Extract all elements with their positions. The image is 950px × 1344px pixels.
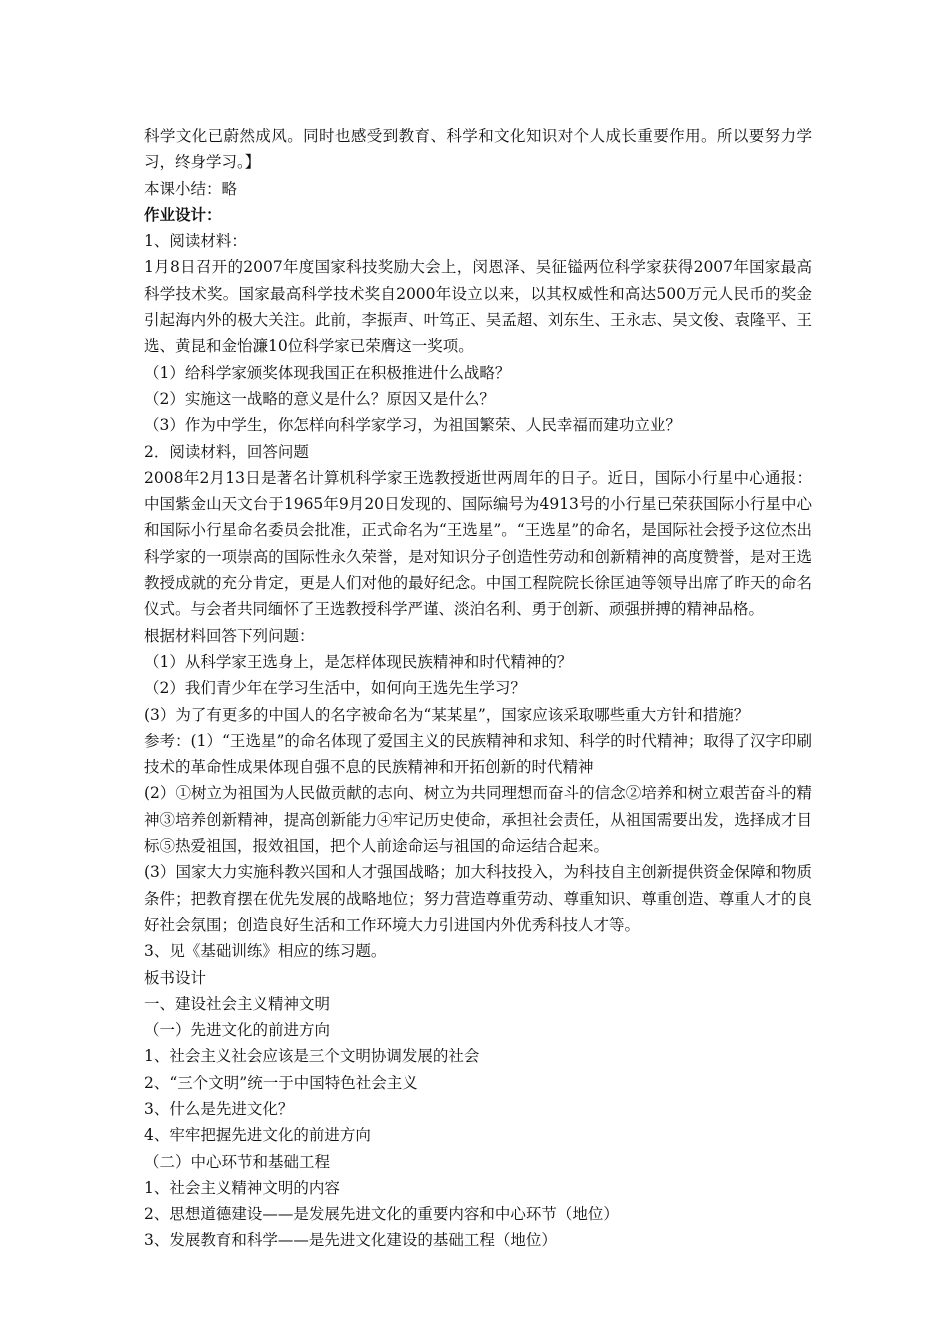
question-item: （3）作为中学生，你怎样向科学家学习，为祖国繁荣、人民幸福而建功立业？ [144,416,681,435]
outline-item: 3、什么是先进文化？ [144,1099,294,1118]
document-page [144,123,812,1254]
answer-paragraph: (2）①树立为祖国为人民做贡献的志向、树立为共同理想而奋斗的信念②培养和树立艰苦奋斗的精神③培养创新精神，提高创新能力④牢记历史使命，承担社会责任，从祖国需要出发，选择成才目标⑤热爱祖国，报效祖国，把个人前途命运与祖国的命运结合起来。 [144,784,812,856]
outline-item: 2、“三个文明”统一于中国特色社会主义 [144,1073,418,1092]
question-item: （2）我们青少年在学习生活中，如何向王选先生学习？ [144,679,526,698]
paragraph: 1月8日召开的2007年度国家科技奖励大会上，闵恩泽、吴征镒两位科学家获得2007年国家最高科学技术奖。国家最高科学技术奖自2000年设立以来，以其权威性和高达500万元人民币的奖金引起海内外的极大关注。此前，李振声、叶笃正、吴孟超、刘东生、王永志、吴文俊、袁隆平、王选、黄昆和金怡濂10位科学家已荣膺这一奖项。 [144,258,812,356]
paragraph: 科学文化已蔚然成风。同时也感受到教育、科学和文化知识对个人成长重要作用。所以要努力学习，终身学习。】 [144,127,812,172]
paragraph: 1、阅读材料： [144,232,247,251]
board-design-heading: 板书设计 [144,968,207,987]
paragraph: 2008年2月13日是著名计算机科学家王选教授逝世两周年的日子。近日，国际小行星中心通报：中国紫金山天文台于1965年9月20日发现的、国际编号为4913号的小行星已荣获国际小行星中心和国际小行星命名委员会批准，正式命名为“王选星”。“王选星”的命名，是国际社会授予这位杰出科学家的一项崇高的国际性永久荣誉，是对知识分子创造性劳动和创新精神的高度赞誉，是对王选教授成就的充分肯定，更是人们对他的最好纪念。中国工程院院长徐匡迪等领导出席了昨天的命名仪式。与会者共同缅怀了王选教授科学严谨、淡泊名利、勇于创新、顽强拼搏的精神品格。 [144,468,812,619]
outline-item: 1、社会主义精神文明的内容 [144,1178,340,1197]
outline-item: 2、思想道德建设——是发展先进文化的重要内容和中心环节（地位） [144,1205,619,1224]
paragraph: 根据材料回答下列问题： [144,626,315,645]
outline-item: 4、牢牢把握先进文化的前进方向 [144,1126,371,1145]
outline-item: 一、建设社会主义精神文明 [144,994,331,1013]
outline-item: 1、社会主义社会应该是三个文明协调发展的社会 [144,1047,480,1066]
summary-line: 本课小结：略 [144,179,238,198]
question-item: (3）为了有更多的中国人的名字被命名为“某某星”，国家应该采取哪些重大方针和措施？ [144,705,750,724]
outline-item: （一）先进文化的前进方向 [144,1021,331,1040]
paragraph: 2．阅读材料，回答问题 [144,442,309,461]
question-item: （1）从科学家王选身上，是怎样体现民族精神和时代精神的？ [144,652,573,671]
outline-item: 3、发展教育和科学——是先进文化建设的基础工程（地位） [144,1231,557,1250]
homework-heading: 作业设计： [144,204,222,224]
answer-paragraph: (3）国家大力实施科教兴国和人才强国战略；加大科技投入，为科技自主创新提供资金保障和物质条件；把教育摆在优先发展的战略地位；努力营造尊重劳动、尊重知识、尊重创造、尊重人才的良好社会氛围；创造良好生活和工作环境大力引进国内外优秀科技人才等。 [144,863,812,934]
question-item: （2）实施这一战略的意义是什么？原因又是什么？ [144,389,495,408]
answer-paragraph: 参考：(1）“王选星”的命名体现了爱国主义的民族精神和求知、科学的时代精神；取得了汉字印刷技术的革命性成果体现自强不息的民族精神和开拓创新的时代精神 [144,731,812,777]
question-item: （1）给科学家颁奖体现我国正在积极推进什么战略？ [144,363,511,382]
outline-item: （二）中心环节和基础工程 [144,1152,331,1171]
paragraph: 3、见《基础训练》相应的练习题。 [144,942,387,961]
